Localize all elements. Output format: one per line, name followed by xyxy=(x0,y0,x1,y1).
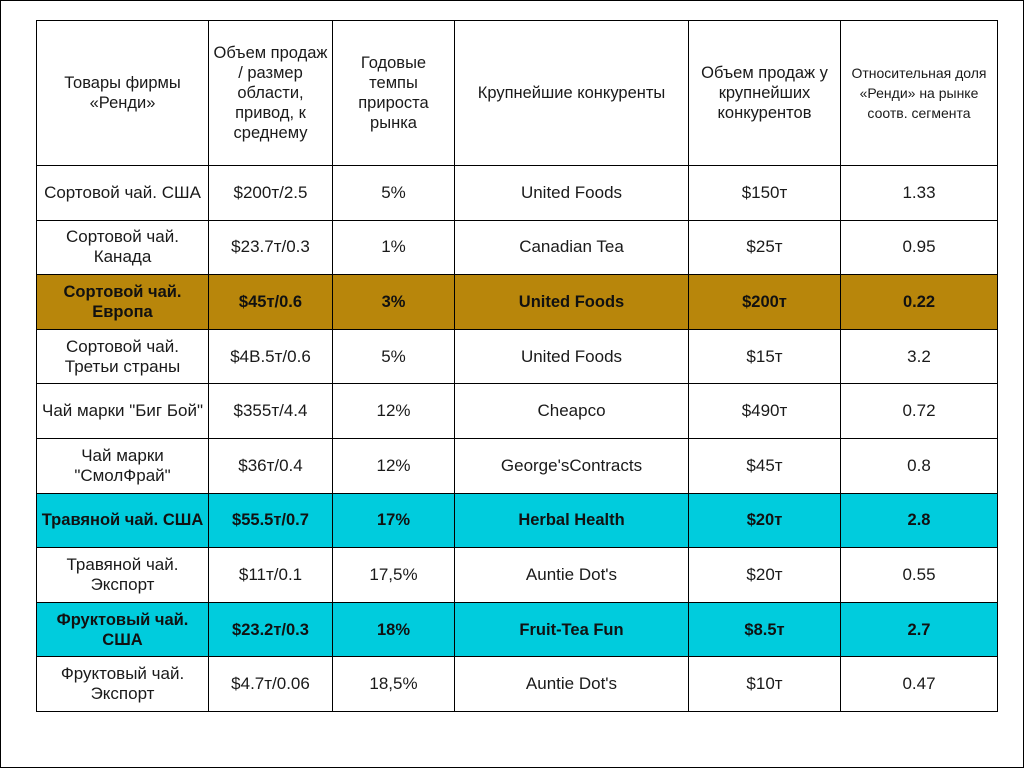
cell-growth: 12% xyxy=(333,384,455,439)
cell-product: Фруктовый чай. США xyxy=(37,602,209,657)
cell-competitor: Auntie Dot's xyxy=(455,657,689,712)
cell-relative-share: 0.55 xyxy=(841,548,998,603)
cell-competitor: United Foods xyxy=(455,275,689,330)
cell-sales: $4В.5т/0.6 xyxy=(209,329,333,384)
cell-relative-share: 3.2 xyxy=(841,329,998,384)
cell-competitor-sales: $15т xyxy=(689,329,841,384)
cell-sales: $200т/2.5 xyxy=(209,166,333,221)
table-row xyxy=(37,275,998,330)
header-row xyxy=(37,21,998,166)
cell-growth: 5% xyxy=(333,329,455,384)
cell-competitor: Herbal Health xyxy=(455,493,689,548)
cell-relative-share: 1.33 xyxy=(841,166,998,221)
table-row xyxy=(37,438,998,493)
cell-competitor-sales: $45т xyxy=(689,438,841,493)
cell-competitor-sales: $200т xyxy=(689,275,841,330)
cell-competitor-sales: $25т xyxy=(689,220,841,275)
cell-competitor: Fruit-Tea Fun xyxy=(455,602,689,657)
cell-growth: 18% xyxy=(333,602,455,657)
cell-relative-share: 2.8 xyxy=(841,493,998,548)
cell-relative-share: 0.22 xyxy=(841,275,998,330)
cell-competitor: United Foods xyxy=(455,329,689,384)
header-relative-share: Относительная доля «Ренди» на рынке соотв. сегмента xyxy=(841,21,998,166)
cell-sales: $23.2т/0.3 xyxy=(209,602,333,657)
cell-growth: 12% xyxy=(333,438,455,493)
cell-sales: $11т/0.1 xyxy=(209,548,333,603)
cell-relative-share: 0.47 xyxy=(841,657,998,712)
cell-product: Сортовой чай. Третьи страны xyxy=(37,329,209,384)
cell-product: Травяной чай. Экспорт xyxy=(37,548,209,603)
cell-sales: $4.7т/0.06 xyxy=(209,657,333,712)
cell-sales: $23.7т/0.3 xyxy=(209,220,333,275)
cell-sales: $36т/0.4 xyxy=(209,438,333,493)
cell-competitor: Cheapco xyxy=(455,384,689,439)
header-sales: Объем продаж / размер области, привод, к среднему xyxy=(209,21,333,166)
cell-competitor: Auntie Dot's xyxy=(455,548,689,603)
table-row xyxy=(37,602,998,657)
header-competitor-sales: Объем продаж у крупнейших конкурентов xyxy=(689,21,841,166)
cell-competitor: George'sContracts xyxy=(455,438,689,493)
cell-product: Травяной чай. США xyxy=(37,493,209,548)
table-row xyxy=(37,657,998,712)
cell-sales: $355т/4.4 xyxy=(209,384,333,439)
cell-competitor-sales: $490т xyxy=(689,384,841,439)
table-row xyxy=(37,220,998,275)
cell-product: Сортовой чай. Канада xyxy=(37,220,209,275)
cell-competitor-sales: $20т xyxy=(689,548,841,603)
header-competitors: Крупнейшие конкуренты xyxy=(455,21,689,166)
cell-relative-share: 0.8 xyxy=(841,438,998,493)
cell-product: Чай марки "Биг Бой" xyxy=(37,384,209,439)
product-table xyxy=(36,20,998,712)
cell-sales: $45т/0.6 xyxy=(209,275,333,330)
cell-competitor: Canadian Tea xyxy=(455,220,689,275)
cell-competitor: United Foods xyxy=(455,166,689,221)
cell-competitor-sales: $20т xyxy=(689,493,841,548)
cell-competitor-sales: $8.5т xyxy=(689,602,841,657)
cell-growth: 17,5% xyxy=(333,548,455,603)
cell-relative-share: 2.7 xyxy=(841,602,998,657)
table-row xyxy=(37,548,998,603)
cell-competitor-sales: $150т xyxy=(689,166,841,221)
cell-sales: $55.5т/0.7 xyxy=(209,493,333,548)
cell-growth: 17% xyxy=(333,493,455,548)
cell-relative-share: 0.95 xyxy=(841,220,998,275)
header-growth: Годовые темпы прироста рынка xyxy=(333,21,455,166)
cell-product: Сортовой чай. Европа xyxy=(37,275,209,330)
header-product: Товары фирмы «Ренди» xyxy=(37,21,209,166)
table-row xyxy=(37,329,998,384)
cell-competitor-sales: $10т xyxy=(689,657,841,712)
cell-product: Сортовой чай. США xyxy=(37,166,209,221)
table-row xyxy=(37,384,998,439)
cell-relative-share: 0.72 xyxy=(841,384,998,439)
table-row xyxy=(37,493,998,548)
cell-product: Фруктовый чай. Экспорт xyxy=(37,657,209,712)
cell-growth: 18,5% xyxy=(333,657,455,712)
table-row xyxy=(37,166,998,221)
cell-growth: 1% xyxy=(333,220,455,275)
cell-growth: 5% xyxy=(333,166,455,221)
cell-growth: 3% xyxy=(333,275,455,330)
cell-product: Чай марки "СмолФрай" xyxy=(37,438,209,493)
